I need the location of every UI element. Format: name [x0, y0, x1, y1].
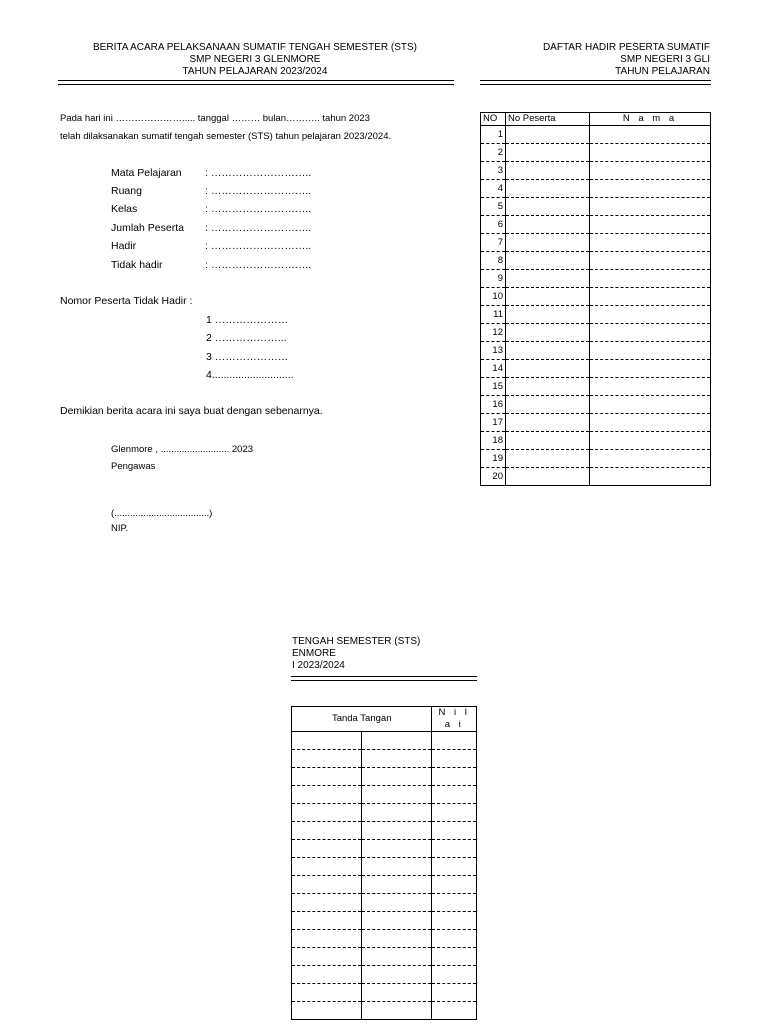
header-school: ENMORE [292, 648, 336, 659]
nilai-cell [432, 786, 477, 804]
row-number: 10 [481, 288, 506, 306]
nama-cell [590, 234, 711, 252]
signature-cell-left [292, 768, 362, 786]
no-peserta-cell [506, 216, 590, 234]
signature-cell-left [292, 894, 362, 912]
table-row [292, 732, 477, 750]
row-number: 13 [481, 342, 506, 360]
field-hadir [111, 237, 311, 255]
nilai-cell [432, 858, 477, 876]
absent-item: 1 ………………… [206, 314, 289, 326]
nama-cell [590, 144, 711, 162]
signature-cell-left [292, 732, 362, 750]
signature-cell-right [362, 804, 432, 822]
header-school: SMP NEGERI 3 GLENMORE [189, 54, 321, 65]
signature-cell-right [362, 840, 432, 858]
table-row [481, 180, 711, 198]
signature-cell-right [362, 930, 432, 948]
no-peserta-cell [506, 180, 590, 198]
table-row [292, 822, 477, 840]
field-value: : ……………………….. [205, 259, 312, 271]
row-number: 11 [481, 306, 506, 324]
table-row [292, 894, 477, 912]
signature-table-body [292, 732, 477, 1020]
no-peserta-cell [506, 414, 590, 432]
signature-cell-left [292, 804, 362, 822]
header-school: SMP NEGERI 3 GLI [620, 54, 710, 65]
nama-cell [590, 450, 711, 468]
berita-acara-header [60, 42, 450, 78]
no-peserta-cell [506, 360, 590, 378]
field-value: : ……………………….. [205, 185, 312, 197]
column-header-tanda-tangan: Tanda Tangan [292, 707, 432, 732]
signature-cell-right [362, 984, 432, 1002]
field-value: : ……………………….. [205, 203, 312, 215]
signature-line: (....................................) [111, 508, 213, 519]
table-row [481, 414, 711, 432]
no-peserta-cell [506, 468, 590, 486]
field-value: : ……………………….. [205, 167, 312, 179]
closing-statement: Demikian berita acara ini saya buat dengan sebenarnya. [60, 405, 323, 417]
nilai-cell [432, 948, 477, 966]
table-row [292, 948, 477, 966]
field-kelas [111, 200, 311, 218]
signature-cell-left [292, 840, 362, 858]
nama-cell [590, 324, 711, 342]
intro-line-2: telah dilaksanakan sumatif tengah semester (STS) tahun pelajaran 2023/2024. [60, 131, 392, 142]
intro-line-1: Pada hari ini …………………..... tanggal ……… bulan……….. tahun 2023 [60, 113, 370, 124]
signature-cell-left [292, 876, 362, 894]
nama-cell [590, 180, 711, 198]
signature-cell-left [292, 858, 362, 876]
header-year: I 2023/2024 [292, 660, 345, 671]
column-header-no-peserta: No Peserta [506, 113, 590, 126]
table-row [481, 378, 711, 396]
nilai-cell [432, 732, 477, 750]
table-row [481, 360, 711, 378]
place-date: Glenmore , .......................... 2023 [111, 444, 254, 455]
row-number: 5 [481, 198, 506, 216]
table-row [292, 840, 477, 858]
signature-cell-left [292, 750, 362, 768]
header-double-rule [480, 80, 711, 85]
table-row [481, 396, 711, 414]
nama-cell [590, 198, 711, 216]
no-peserta-cell [506, 144, 590, 162]
signature-cell-right [362, 966, 432, 984]
signature-cell-right [362, 876, 432, 894]
nama-cell [590, 414, 711, 432]
table-row [481, 252, 711, 270]
table-row [481, 126, 711, 144]
nama-cell [590, 126, 711, 144]
table-row [481, 324, 711, 342]
header-title: DAFTAR HADIR PESERTA SUMATIF [542, 42, 710, 53]
no-peserta-cell [506, 198, 590, 216]
nilai-cell [432, 894, 477, 912]
no-peserta-cell [506, 288, 590, 306]
nama-cell [590, 162, 711, 180]
header-title: BERITA ACARA PELAKSANAAN SUMATIF TENGAH SEMESTER (STS) [93, 42, 417, 53]
field-label: Jumlah Peserta [111, 222, 184, 234]
table-row [481, 468, 711, 486]
table-row [292, 876, 477, 894]
field-label: Hadir [111, 240, 137, 252]
signature-cell-right [362, 948, 432, 966]
row-number: 3 [481, 162, 506, 180]
header-year: TAHUN PELAJARAN [615, 66, 710, 77]
table-row [292, 912, 477, 930]
table-row [481, 342, 711, 360]
table-row [292, 966, 477, 984]
table-header-row [481, 113, 711, 126]
nama-cell [590, 288, 711, 306]
attendance-table-body [481, 126, 711, 486]
nilai-cell [432, 876, 477, 894]
row-number: 7 [481, 234, 506, 252]
row-number: 18 [481, 432, 506, 450]
header-double-rule [58, 80, 454, 85]
signature-cell-right [362, 912, 432, 930]
signature-cell-right [362, 822, 432, 840]
row-number: 8 [481, 252, 506, 270]
nama-cell [590, 270, 711, 288]
no-peserta-cell [506, 450, 590, 468]
table-row [481, 432, 711, 450]
nilai-cell [432, 984, 477, 1002]
daftar-hadir-header [480, 42, 710, 78]
nilai-cell [432, 750, 477, 768]
signature-cell-left [292, 822, 362, 840]
table-row [292, 984, 477, 1002]
table-row [292, 804, 477, 822]
table-row [481, 216, 711, 234]
table-row [481, 162, 711, 180]
nama-cell [590, 252, 711, 270]
field-value: : ……………………….. [205, 222, 312, 234]
row-number: 1 [481, 126, 506, 144]
attendance-table [480, 112, 711, 486]
field-ruang [111, 182, 311, 200]
nilai-cell [432, 966, 477, 984]
field-label: Mata Pelajaran [111, 167, 182, 179]
nama-cell [590, 432, 711, 450]
no-peserta-cell [506, 306, 590, 324]
row-number: 15 [481, 378, 506, 396]
no-peserta-cell [506, 432, 590, 450]
table-row [481, 306, 711, 324]
signature-cell-right [362, 786, 432, 804]
signature-cell-left [292, 930, 362, 948]
field-tidak-hadir [111, 256, 311, 274]
table-row [292, 1002, 477, 1020]
field-label: Kelas [111, 203, 138, 215]
no-peserta-cell [506, 162, 590, 180]
field-jumlah-peserta [111, 219, 311, 237]
signature-cell-left [292, 1002, 362, 1020]
nama-cell [590, 306, 711, 324]
signature-cell-right [362, 732, 432, 750]
table-row [292, 768, 477, 786]
column-header-nama: N a m a [590, 113, 711, 126]
table-row [481, 270, 711, 288]
no-peserta-cell [506, 378, 590, 396]
row-number: 6 [481, 216, 506, 234]
signature-cell-left [292, 786, 362, 804]
header-title: TENGAH SEMESTER (STS) [292, 636, 421, 647]
signature-cell-left [292, 966, 362, 984]
nilai-cell [432, 1002, 477, 1020]
row-number: 12 [481, 324, 506, 342]
nama-cell [590, 342, 711, 360]
nilai-cell [432, 804, 477, 822]
nilai-cell [432, 840, 477, 858]
signer-role: Pengawas [111, 461, 156, 472]
nama-cell [590, 216, 711, 234]
field-mata-pelajaran [111, 164, 311, 182]
nama-cell [590, 360, 711, 378]
nilai-cell [432, 930, 477, 948]
signature-cell-right [362, 768, 432, 786]
nama-cell [590, 396, 711, 414]
absent-item: 2 ………………... [206, 332, 287, 344]
signature-cell-right [362, 1002, 432, 1020]
nilai-cell [432, 822, 477, 840]
signature-cell-right [362, 750, 432, 768]
table-row [292, 930, 477, 948]
no-peserta-cell [506, 396, 590, 414]
column-header-no: NO [481, 113, 506, 126]
table-header-row [292, 707, 477, 732]
signature-cell-left [292, 984, 362, 1002]
absent-item: 3 ………………… [206, 351, 289, 363]
no-peserta-cell [506, 252, 590, 270]
row-number: 19 [481, 450, 506, 468]
signature-cell-left [292, 948, 362, 966]
no-peserta-cell [506, 324, 590, 342]
absent-title: Nomor Peserta Tidak Hadir : [60, 295, 193, 307]
no-peserta-cell [506, 234, 590, 252]
no-peserta-cell [506, 342, 590, 360]
row-number: 4 [481, 180, 506, 198]
header-year: TAHUN PELAJARAN 2023/2024 [182, 66, 328, 77]
field-value: : ……………………….. [205, 240, 312, 252]
signature-cell-right [362, 894, 432, 912]
nilai-cell [432, 768, 477, 786]
row-number: 20 [481, 468, 506, 486]
table-row [292, 858, 477, 876]
no-peserta-cell [506, 126, 590, 144]
table-row [292, 786, 477, 804]
row-number: 9 [481, 270, 506, 288]
bottom-page-header [292, 636, 482, 672]
row-number: 2 [481, 144, 506, 162]
table-row [481, 198, 711, 216]
column-header-nilai: N i l a i [432, 707, 477, 732]
nilai-cell [432, 912, 477, 930]
row-number: 16 [481, 396, 506, 414]
absent-item: 4............................ [206, 369, 294, 381]
row-number: 14 [481, 360, 506, 378]
table-row [481, 450, 711, 468]
nama-cell [590, 468, 711, 486]
field-label: Ruang [111, 185, 142, 197]
table-row [481, 144, 711, 162]
nama-cell [590, 378, 711, 396]
signature-cell-left [292, 912, 362, 930]
field-label: Tidak hadir [111, 259, 163, 271]
table-row [481, 234, 711, 252]
signature-cell-right [362, 858, 432, 876]
table-row [481, 288, 711, 306]
table-row [292, 750, 477, 768]
row-number: 17 [481, 414, 506, 432]
header-double-rule [291, 676, 477, 681]
signature-table [291, 706, 477, 1020]
nip-label: NIP. [111, 523, 129, 534]
no-peserta-cell [506, 270, 590, 288]
